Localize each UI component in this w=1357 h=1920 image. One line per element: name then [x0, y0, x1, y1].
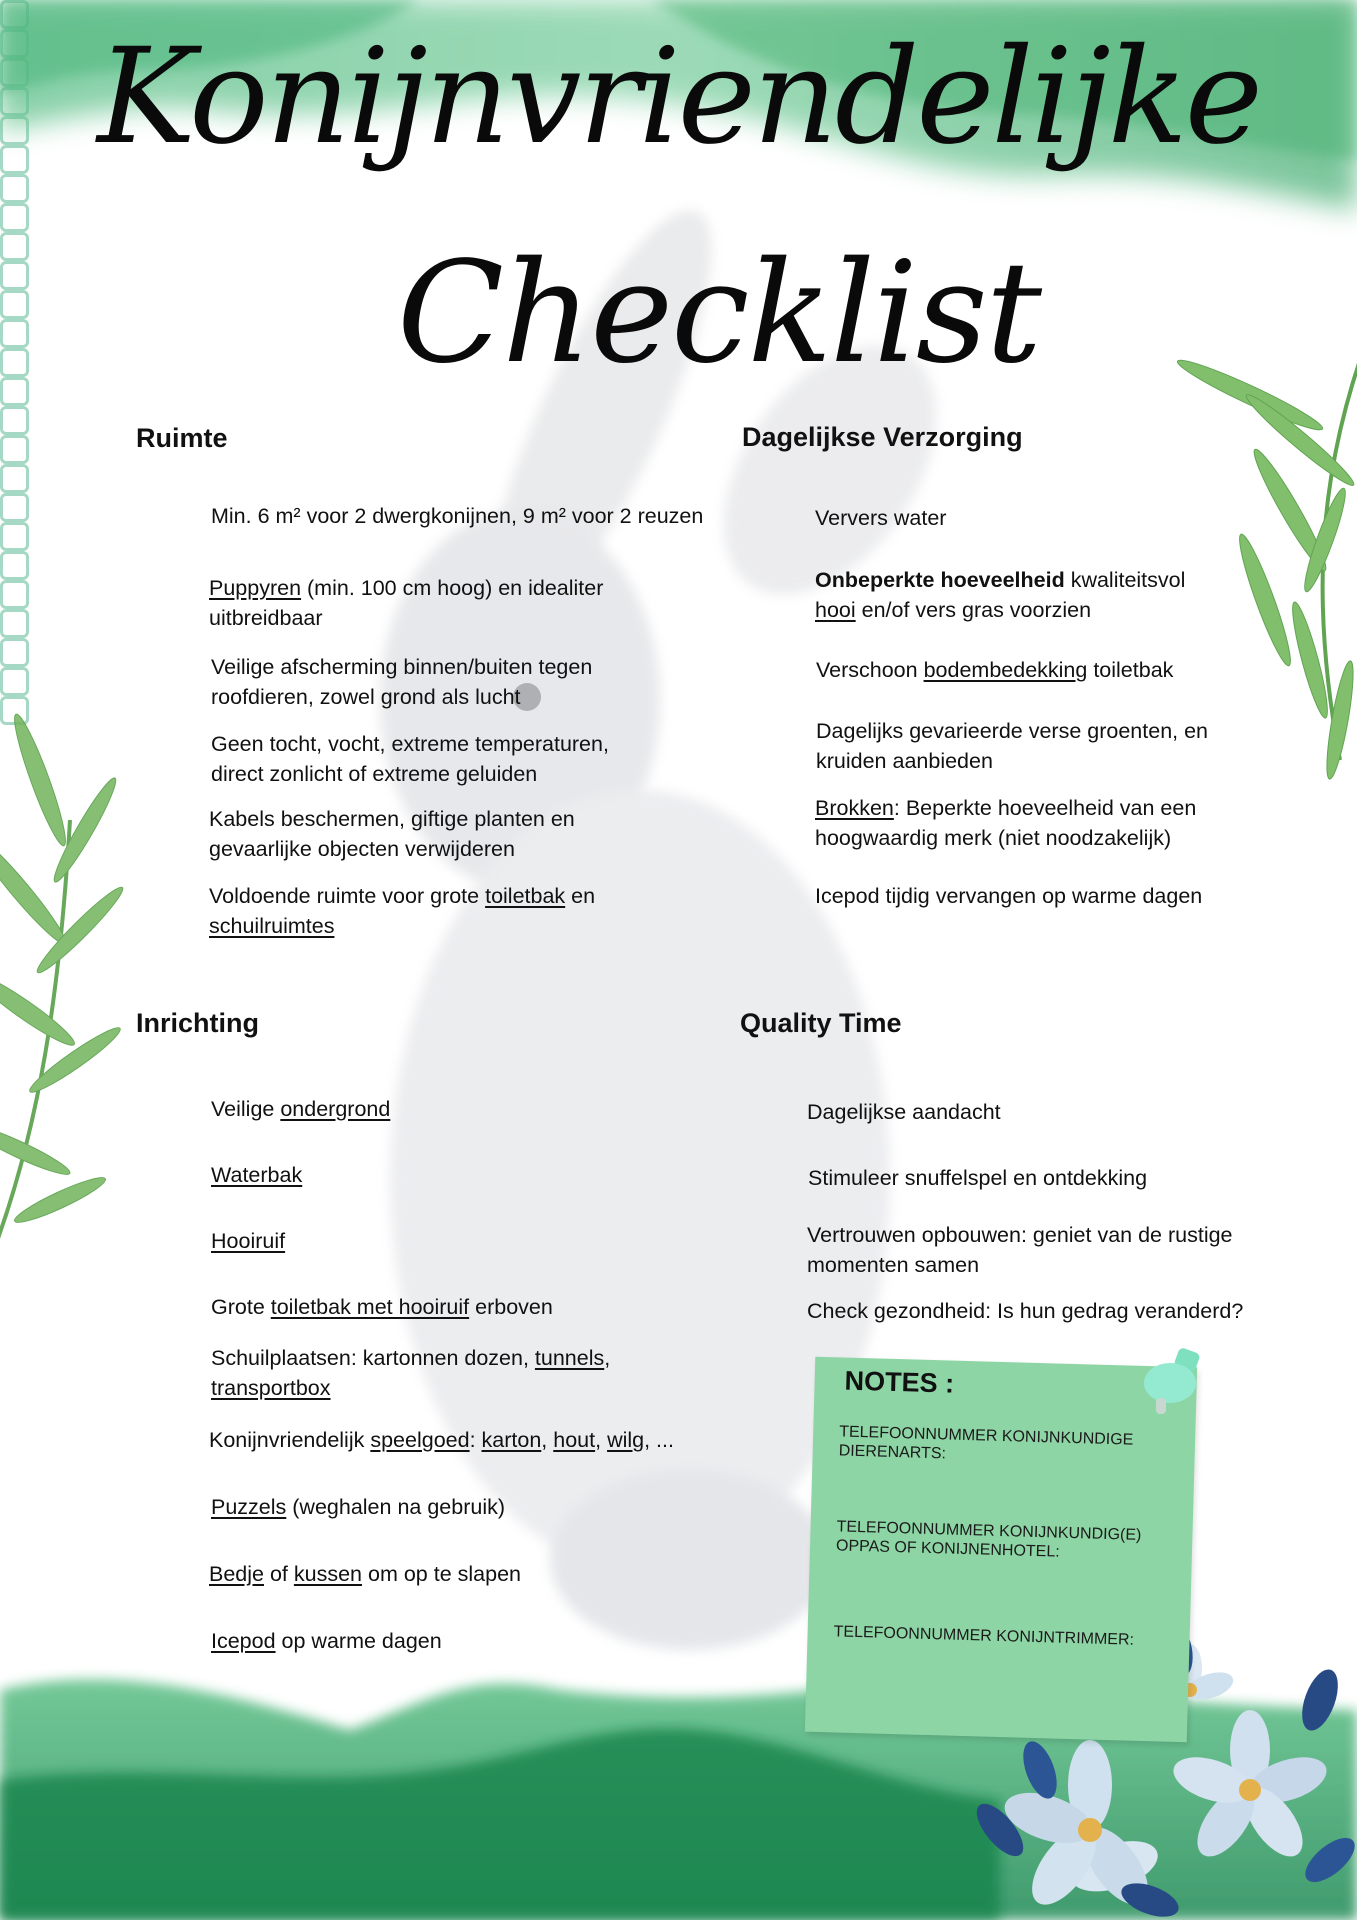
item-inrichting-5: Schuilplaatsen: kartonnen dozen, tunnels, transportbox — [211, 1346, 611, 1400]
item-quality-3: Vertrouwen opbouwen: geniet van de rustige momenten samen — [807, 1223, 1233, 1277]
item-inrichting-2: Waterbak — [211, 1163, 303, 1187]
item-quality-1: Dagelijkse aandacht — [807, 1100, 1001, 1124]
item-inrichting-9: Icepod op warme dagen — [211, 1629, 442, 1653]
item-inrichting-1: Veilige ondergrond — [211, 1097, 391, 1121]
item-quality-2: Stimuleer snuffelspel en ontdekking — [808, 1166, 1148, 1190]
item-ruimte-1: Min. 6 m² voor 2 dwergkonijnen, 9 m² voor 2 reuzen — [211, 504, 704, 528]
notes-line-vet: TELEFOONNUMMER KONIJNKUNDIGE DIERENARTS: — [838, 1423, 1134, 1463]
item-quality-4: Check gezondheid: Is hun gedrag veranderd? — [807, 1299, 1244, 1323]
item-verzorging-5: Brokken: Beperkte hoeveelheid van een hoogwaardig merk (niet noodzakelijk) — [815, 796, 1197, 850]
page-title-line1: Konijnvriendelijke — [97, 20, 1260, 174]
pushpin-icon — [1140, 1348, 1205, 1416]
item-ruimte-2: Puppyren (min. 100 cm hoog) en idealiter uitbreidbaar — [209, 576, 604, 630]
item-ruimte-6: Voldoende ruimte voor grote toiletbak en schuilruimtes — [209, 884, 596, 938]
item-verzorging-3: Verschoon bodembedekking toiletbak — [816, 658, 1174, 682]
item-inrichting-7: Puzzels (weghalen na gebruik) — [211, 1495, 506, 1519]
item-verzorging-6: Icepod tijdig vervangen op warme dagen — [815, 884, 1203, 908]
item-ruimte-4: Geen tocht, vocht, extreme temperaturen, direct zonlicht of extreme geluiden — [211, 732, 609, 786]
item-verzorging-1: Ververs water — [815, 506, 947, 530]
leaf-branch-left — [0, 711, 128, 1260]
item-verzorging-4: Dagelijks gevarieerde verse groenten, en kruiden aanbieden — [816, 719, 1209, 773]
item-ruimte-5: Kabels beschermen, giftige planten en gevaarlijke objecten verwijderen — [209, 807, 575, 861]
section-heading-verzorging: Dagelijkse Verzorging — [742, 422, 1023, 452]
item-inrichting-8: Bedje of kussen om op te slapen — [209, 1562, 521, 1586]
section-heading-inrichting: Inrichting — [136, 1008, 259, 1038]
item-ruimte-3: Veilige afscherming binnen/buiten tegen roofdieren, zowel grond als lucht — [211, 655, 593, 709]
item-verzorging-2: Onbeperkte hoeveelheid kwaliteitsvol hooi en/of vers gras voorzien — [815, 568, 1186, 622]
notes-card — [805, 1357, 1197, 1743]
notes-line-sitter: TELEFOONNUMMER KONIJNKUNDIG(E) OPPAS OF KONIJNENHOTEL: — [835, 1518, 1142, 1561]
item-inrichting-3: Hooiruif — [211, 1229, 286, 1253]
section-heading-quality: Quality Time — [740, 1008, 902, 1038]
page-title-line2: Checklist — [396, 232, 1041, 395]
item-inrichting-6: Konijnvriendelijk speelgoed: karton, hout, wilg, ... — [209, 1428, 674, 1452]
item-inrichting-4: Grote toiletbak met hooiruif erboven — [211, 1295, 553, 1319]
notes-line-groomer: TELEFOONNUMMER KONIJNTRIMMER: — [833, 1623, 1135, 1649]
notes-title: NOTES : — [844, 1365, 955, 1399]
section-heading-ruimte: Ruimte — [136, 423, 228, 453]
